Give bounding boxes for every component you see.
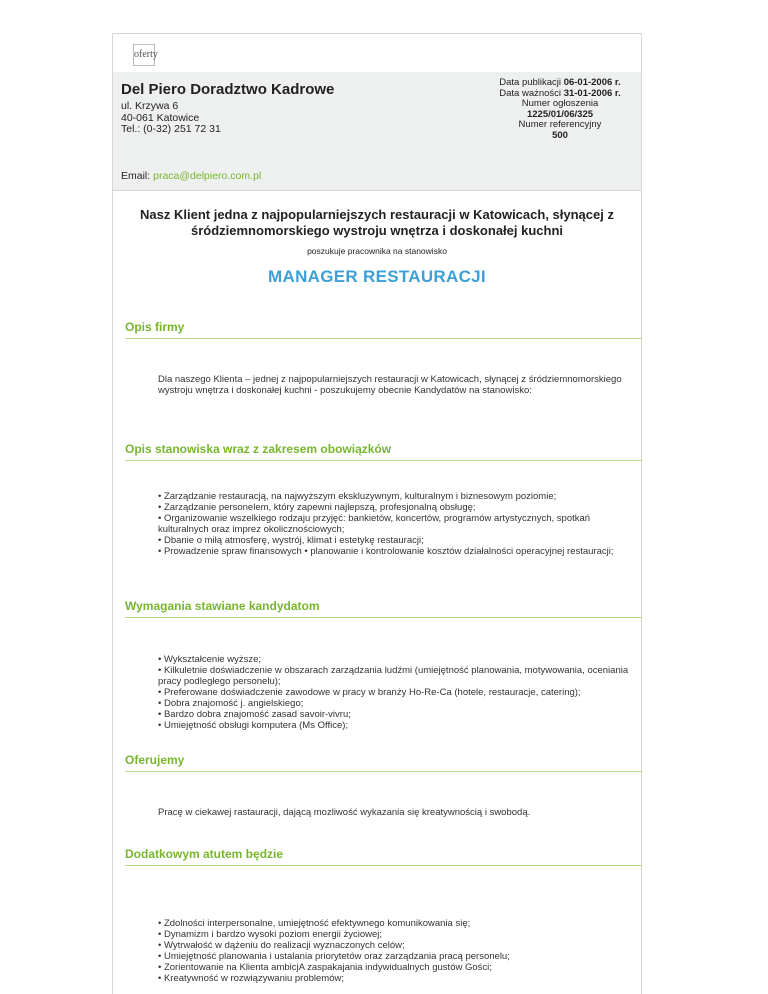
company-logo: oferty xyxy=(133,44,155,66)
section-requirements-body xyxy=(158,654,633,731)
section-bonus-body xyxy=(158,918,633,984)
expiry-date: Data ważności 31-01-2006 r. xyxy=(499,87,621,99)
section-duties-title: Opis stanowiska wraz z zakresem obowiązków xyxy=(125,442,642,461)
seeks-text: poszukuje pracownika na stanowisko xyxy=(307,246,447,256)
section-company-description-body xyxy=(158,374,633,396)
list-item: • Kreatywność w rozwiązywaniu problemów; xyxy=(158,973,345,984)
company-email xyxy=(121,170,261,182)
list-item: • Kilkuletnie doświadczenie w obszarach zarządzania ludźmi (umiejętność planowania, motywowania, oceniania pracy podległego personelu); xyxy=(158,665,629,687)
section-offer-title: Oferujemy xyxy=(125,753,642,772)
ref-number: 500 xyxy=(552,129,568,141)
paragraph: Dla naszego Klienta – jednej z najpopularniejszych restauracji w Katowicach, słynącej z śródziemnomorskiego wystroju wnętrza i doskonałej kuchni - poszukujemy obecnie Kandydatów na stanowisko: xyxy=(158,374,622,396)
list-item: • Prowadzenie spraw finansowych • planowanie i kontrolowanie kosztów działalności operacyjnej restauracji; xyxy=(158,546,614,557)
list-item: • Preferowane doświadczenie zawodowe w pracy w branży Ho-Re-Ca (hotele, restauracje, catering); xyxy=(158,687,581,698)
list-item: • Wytrwałość w dążeniu do realizacji wyznaczonych celów; xyxy=(158,940,405,951)
list-item: • Dynamizm i bardzo wysoki poziom energii życiowej; xyxy=(158,929,383,940)
list-item: • Zdolności interpersonalne, umiejętność efektywnego komunikowania się; xyxy=(158,918,471,929)
list-item: • Organizowanie wszelkiego rodzaju przyjęć: bankietów, koncertów, programów artystycznych, spotkań kulturalnych oraz imprez okolicznościowych; xyxy=(158,513,591,535)
ad-number: 1225/01/06/325 xyxy=(526,108,594,120)
list-item: • Umiejętność obsługi komputera (Ms Office); xyxy=(158,720,349,731)
email-label: Email: xyxy=(121,170,151,182)
address-street: ul. Krzywa 6 xyxy=(121,100,179,112)
list-item: • Zarządzanie personelem, który zapewni najlepszą, profesjonalną obsługę; xyxy=(158,502,476,513)
ad-meta xyxy=(485,78,635,141)
list-item: • Umiejętność planowania i ustalania priorytetów oraz zarządzania pracą personelu; xyxy=(158,951,510,962)
company-name: Del Piero Doradztwo Kadrowe xyxy=(121,81,335,98)
section-company-description-title: Opis firmy xyxy=(125,320,642,339)
list-item: • Dobra znajomość j. angielskiego; xyxy=(158,698,304,709)
address-phone: Tel.: (0-32) 251 72 31 xyxy=(121,123,221,135)
list-item: • Wykształcenie wyższe; xyxy=(158,654,262,665)
section-requirements-title: Wymagania stawiane kandydatom xyxy=(125,599,642,618)
job-ad-page xyxy=(112,33,642,994)
section-duties-body xyxy=(158,491,633,557)
email-link[interactable]: praca@delpiero.com.pl xyxy=(153,170,262,182)
company-address xyxy=(121,101,221,136)
section-offer-body xyxy=(158,807,633,818)
list-item: • Dbanie o miłą atmosferę, wystrój, klimat i estetykę restauracji; xyxy=(158,535,424,546)
section-bonus-title: Dodatkowym atutem będzie xyxy=(125,847,642,866)
paragraph: Pracę w ciekawej rastauracji, dającą mozliwość wykazania się kreatywnością i swobodą. xyxy=(158,807,531,818)
ref-number-label: Numer referencyjny xyxy=(518,119,602,130)
list-item: • Zorientowanie na Klienta ambicjA zaspakajania indywidualnych gustów Gości; xyxy=(158,962,492,973)
company-header xyxy=(113,72,641,191)
publication-date: Data publikacji 06-01-2006 r. xyxy=(499,77,621,88)
address-city: 40-061 Katowice xyxy=(121,111,200,124)
job-title: MANAGER RESTAURACJI xyxy=(268,267,486,286)
intro-heading: Nasz Klient jedna z najpopularniejszych restauracji w Katowicach, słynącej z śródziemnomorskiego wystroju wnętrza i doskonałej kuchni xyxy=(140,207,614,238)
list-item: • Zarządzanie restauracją, na najwyższym ekskluzywnym, kulturalnym i biznesowym poziomie; xyxy=(158,491,557,502)
ad-number-label: Numer ogłoszenia xyxy=(521,98,599,109)
list-item: • Bardzo dobra znajomość zasad savoir-vivru; xyxy=(158,709,351,720)
